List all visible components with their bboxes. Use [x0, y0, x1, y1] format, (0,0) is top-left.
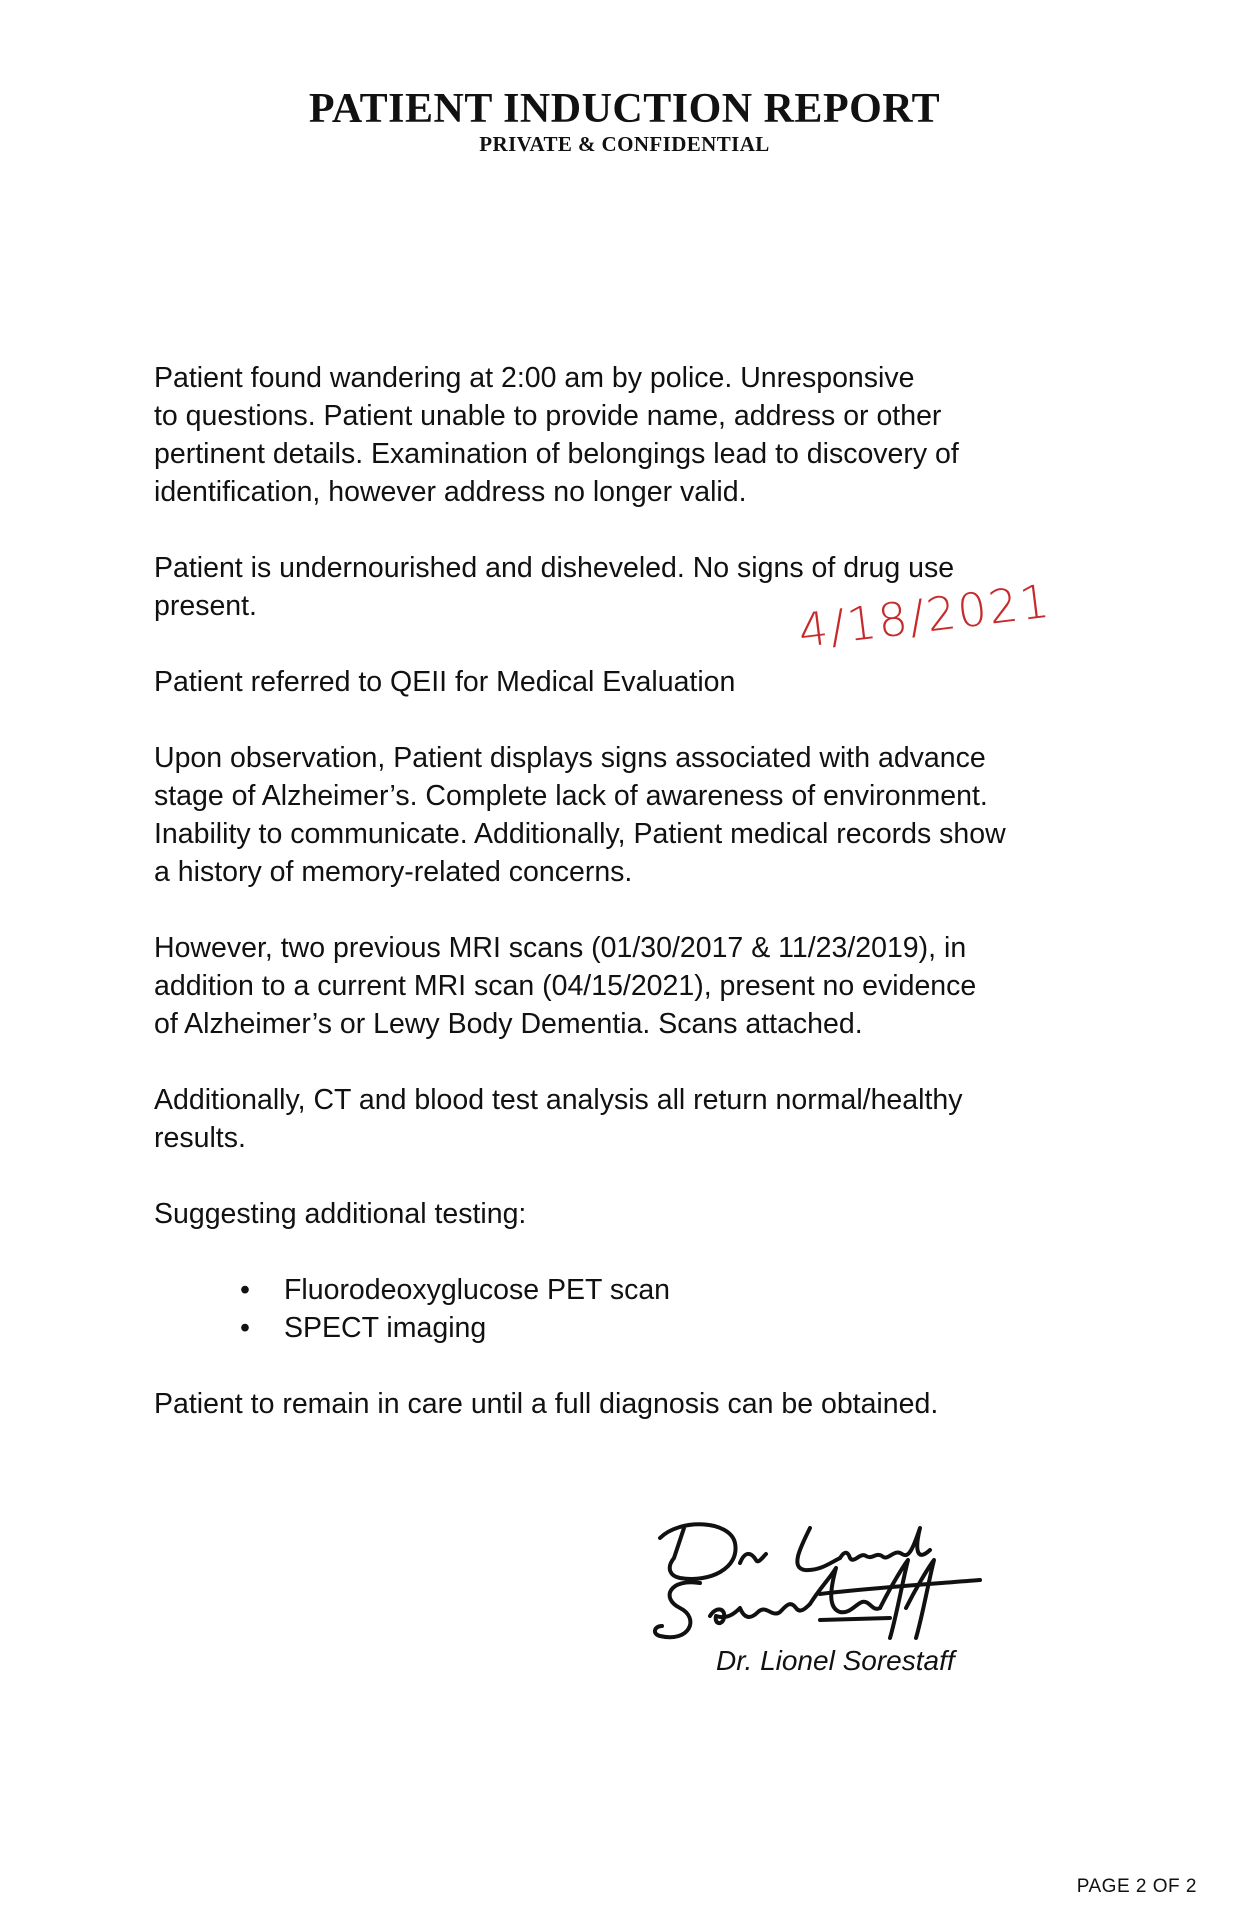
report-subtitle: PRIVATE & CONFIDENTIAL [479, 132, 770, 156]
text-line: Upon observation, Patient displays signs associated with advance [154, 742, 986, 774]
report-title: PATIENT INDUCTION REPORT [308, 86, 941, 132]
paragraph-referral [154, 663, 1114, 701]
text-line: a history of memory-related concerns. [154, 856, 633, 888]
testing-list [154, 1271, 1114, 1347]
paragraph-observation [154, 739, 1114, 891]
handwritten-date: 4/18/2021 [795, 573, 1054, 658]
text-line: identification, however address no longer valid. [154, 476, 747, 508]
text-line: addition to a current MRI scan (04/15/2021), present no evidence [154, 970, 977, 1002]
paragraph-mri-scans [154, 929, 1114, 1043]
text-line: present. [154, 590, 257, 622]
text-line: Patient referred to QEII for Medical Evaluation [154, 666, 736, 698]
paragraph-suggestion [154, 1195, 1114, 1233]
list-item [154, 1271, 1114, 1309]
paragraph-closing [154, 1385, 1114, 1423]
bullet-icon: • [240, 1312, 250, 1344]
bullet-icon: • [240, 1274, 250, 1306]
report-body [154, 359, 1114, 1461]
text-line: Patient is undernourished and disheveled. No signs of drug use [154, 552, 955, 584]
text-line: results. [154, 1122, 246, 1154]
page-number: PAGE 2 OF 2 [1076, 1876, 1197, 1897]
text-line: Additionally, CT and blood test analysis all return normal/healthy [154, 1084, 963, 1116]
text-line: pertinent details. Examination of belongings lead to discovery of [154, 438, 959, 470]
signer-name: Dr. Lionel Sorestaff [716, 1645, 955, 1676]
text-line: Patient to remain in care until a full diagnosis can be obtained. [154, 1388, 939, 1420]
text-line: Patient found wandering at 2:00 am by police. Unresponsive [154, 362, 915, 394]
list-item-label: SPECT imaging [284, 1312, 487, 1344]
text-line: Inability to communicate. Additionally, Patient medical records show [154, 818, 1006, 850]
text-line: stage of Alzheimer’s. Complete lack of awareness of environment. [154, 780, 988, 812]
list-item-label: Fluorodeoxyglucose PET scan [284, 1274, 671, 1306]
list-item [154, 1309, 1114, 1347]
text-line: to questions. Patient unable to provide name, address or other [154, 400, 942, 432]
text-line: However, two previous MRI scans (01/30/2017 & 11/23/2019), in [154, 932, 967, 964]
paragraph-discovery [154, 359, 1114, 511]
text-line: Suggesting additional testing: [154, 1198, 527, 1230]
paragraph-tests [154, 1081, 1114, 1157]
text-line: of Alzheimer’s or Lewy Body Dementia. Scans attached. [154, 1008, 863, 1040]
signature-icon [640, 1508, 1000, 1658]
